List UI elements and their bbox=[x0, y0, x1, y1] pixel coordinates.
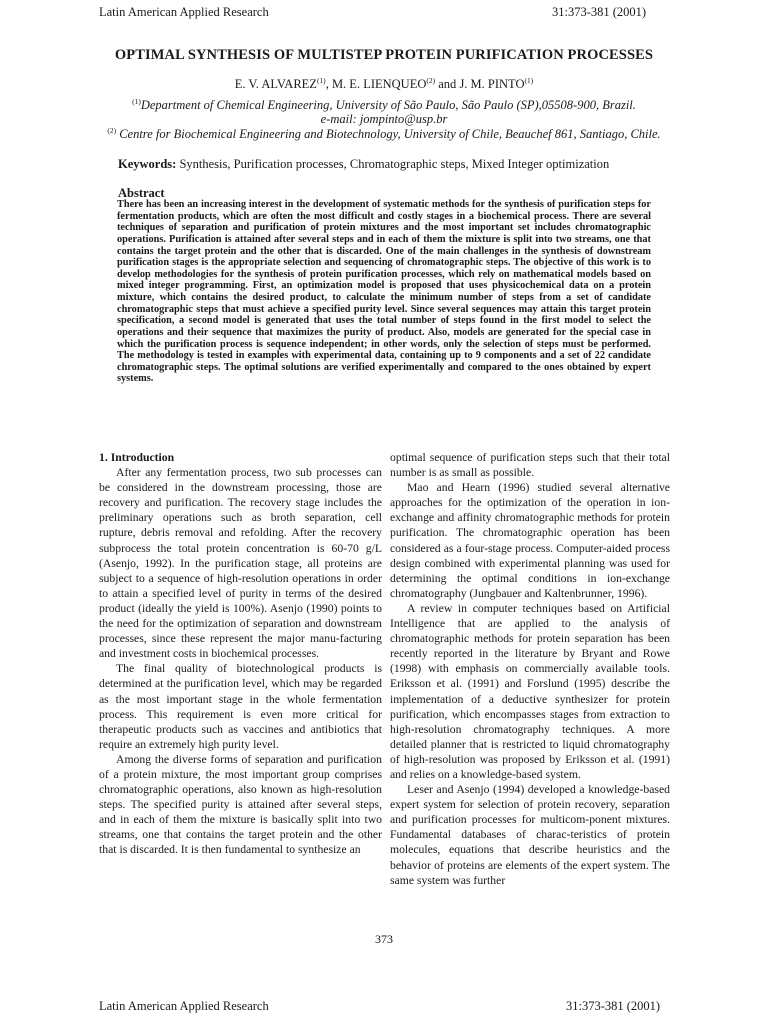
abstract-heading: Abstract bbox=[118, 186, 165, 200]
paragraph: Mao and Hearn (1996) studied several alternative approaches for the optimization of the operation in ion-exchange and affinity chromatographic methods for protein purification. The chromatographic operation has been considered as a four-stage process. Computer-aided process design combined with experimental planning was used for determining the optimal conditions in ion-exchange chromatography (Jungbauer and Kaltenbrunner, 1996). bbox=[390, 481, 670, 600]
author-name: E. V. ALVAREZ bbox=[234, 77, 317, 91]
affiliation-1-mark: (1) bbox=[132, 97, 141, 106]
author-name: M. E. LIENQUEO bbox=[331, 77, 427, 91]
paragraph: Among the diverse forms of separation and purification of a protein mixture, the most important group comprises chromatographic operations, also known as high-resolution steps. The specified purity is attained after several steps, and in each of them the mixture is basically split into two streams, one that contains the target protein and the other that is discarded. It is then fundamental to synthesize an bbox=[99, 752, 382, 857]
author-list bbox=[0, 77, 768, 91]
right-column bbox=[390, 450, 670, 888]
keywords bbox=[118, 157, 609, 171]
running-footer-journal: Latin American Applied Research bbox=[99, 999, 269, 1013]
author-sep: and bbox=[435, 77, 460, 91]
keywords-label: Keywords: bbox=[118, 157, 177, 171]
abstract-text: There has been an increasing interest in the development of systematic methods for the synthesis of purification steps for fermentation products, which are often the most difficult and costly stages in a biochemical process. There are several techniques of separation and purification of protein mixtures and the most important set includes chromatographic operations. Purification is attained after several steps and in each of them the mixture is split into two streams, one that contains the target protein and the other that is discarded. One of the main challenges in the synthesis of downstream purification stages is the appropriate selection and sequencing of chromatographic steps. The objective of this work is to develop methodologies for the synthesis of protein purification processes, which rely on mathematical models based on mixed integer programming. First, an optimization model is proposed that uses physicochemical data on a protein mixture, which contains the desired product, to calculate the minimum number of steps from a set of candidate chromatographic steps that must achieve a specified purity level. Since several sequences may attain this target protein specification, a second model is generated that uses the total number of steps found in the first model to select the operations and their sequence that maximizes the purity of product. Also, models are generated for the special case in which the purification process is sequence independent; in other words, only the selection of steps must be performed. The methodology is tested in examples with experimental data, containing up to 9 components and a set of 22 candidate chromatographic steps. The optimal solutions are verified experimentally and compared to the ones obtained by expert systems. bbox=[117, 199, 651, 385]
paper-title: OPTIMAL SYNTHESIS OF MULTISTEP PROTEIN PURIFICATION PROCESSES bbox=[114, 47, 654, 63]
affiliation-2-text: Centre for Biochemical Engineering and Biotechnology, University of Chile, Beauchef 861, Santiago, Chile. bbox=[119, 127, 661, 141]
section-heading: 1. Introduction bbox=[99, 451, 175, 464]
keywords-text: Synthesis, Purification processes, Chromatographic steps, Mixed Integer optimization bbox=[179, 157, 610, 171]
left-column bbox=[99, 450, 382, 858]
running-header-ref: 31:373-381 (2001) bbox=[552, 5, 647, 19]
paragraph: optimal sequence of purification steps such that their total number is as small as possible. bbox=[390, 451, 670, 480]
running-header-journal: Latin American Applied Research bbox=[99, 5, 269, 19]
paragraph: After any fermentation process, two sub processes can be considered in the downstream processing, those are recovery and purification. The recovery stage includes the preliminary operations such as broth separation, cell rupture, debris removal and refolding. After the recovery subprocess the total protein concentration is 60-70 g/L (Asenjo, 1992). In the purification stage, all proteins are subject to a sequence of high-resolution operations in order to attain a specified level of purity in terms of the desired product (ideally the yield is 100%). Asenjo (1990) points to the need for the optimization of separation and downstream processes, since these represent the major manu-facturing and investment costs in biochemical processes. bbox=[99, 466, 382, 661]
author-name: J. M. PINTO bbox=[459, 77, 525, 91]
affiliation-1-text: Department of Chemical Engineering, University of São Paulo, São Paulo (SP),05508-900, Brazil. bbox=[140, 98, 636, 112]
paragraph: A review in computer techniques based on Artificial Intelligence that are applied to the analysis of chromatographic methods for protein separation has been recently reported in the literature by Bryant and Rowe (1998) with emphasis on commercially available tools. Eriksson et al. (1991) and Forslund (1995) describe the implementation of a deductive synthesizer for protein purification, which encompasses stages from extraction to high-resolution chromatography techniques. A more detailed planner that is restricted to liquid chromatography of high-resolution was proposed by Eriksson et al. (1991) and relies on a knowledge-based system. bbox=[390, 601, 670, 781]
author-mark: (1) bbox=[316, 76, 326, 85]
author-email: e-mail: jompinto@usp.br bbox=[320, 112, 448, 126]
affiliation-2-mark: (2) bbox=[107, 126, 117, 135]
author-mark: (2) bbox=[426, 76, 436, 85]
paragraph: Leser and Asenjo (1994) developed a knowledge-based expert system for selection of protein recovery, separation and purification processes for multicom-ponent mixtures. Fundamental databases of charac-teristics of protein molecules, equations that describe heuristics and the behavior of proteins are elements of the expert system. The same system was further bbox=[390, 783, 670, 887]
running-footer-ref: 31:373-381 (2001) bbox=[566, 999, 661, 1013]
author-mark: (1) bbox=[524, 76, 534, 85]
paragraph: The final quality of biotechnological products is determined at the purification level, which may be regarded as the most important stage in the whole fermentation process. This requirement is even more critical for therapeutic products such as vaccines and antibiotics that require an extremely high purity level. bbox=[99, 662, 382, 751]
page-number: 373 bbox=[375, 932, 393, 946]
affiliation-2 bbox=[0, 127, 768, 141]
affiliation-1 bbox=[0, 98, 768, 112]
author-sep: , bbox=[325, 77, 332, 91]
